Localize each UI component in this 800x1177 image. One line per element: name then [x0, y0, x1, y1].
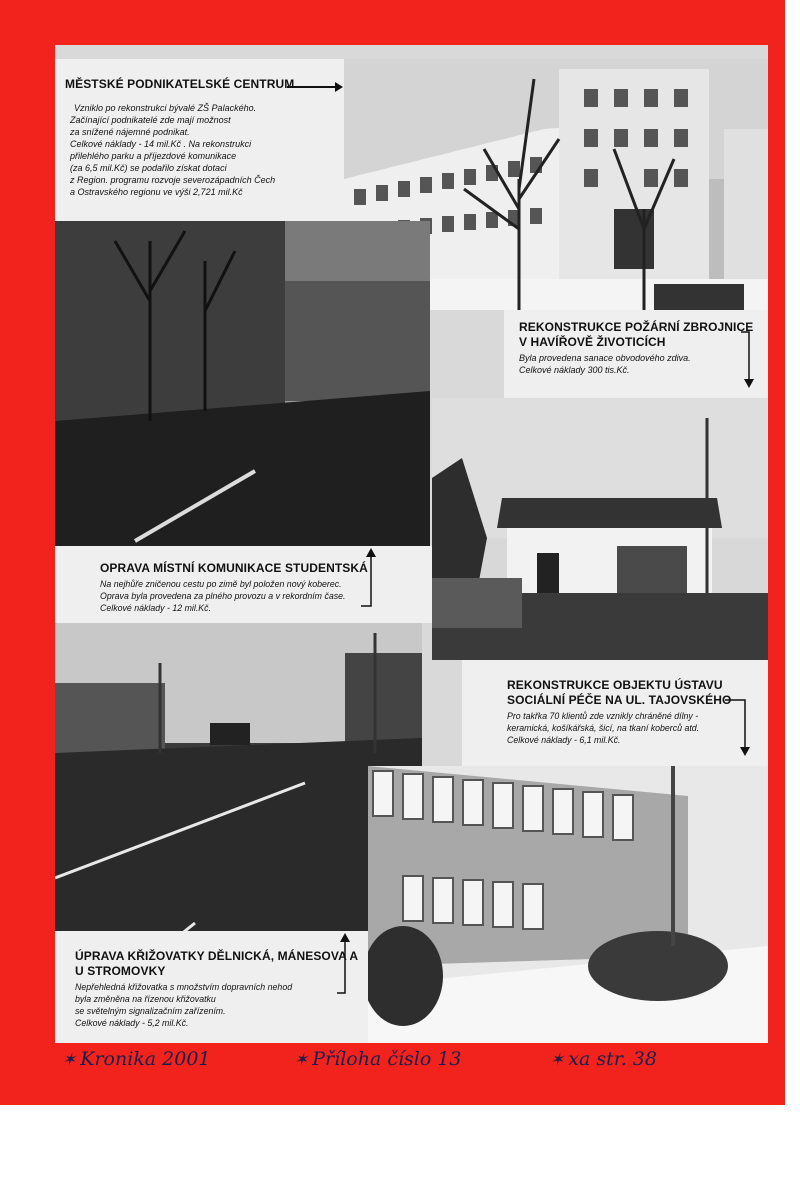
caption-title-line2: V HAVÍŘOVĚ ŽIVOTICÍCH — [519, 335, 666, 349]
star-icon: ✶ — [550, 1050, 565, 1070]
star-icon: ✶ — [62, 1050, 77, 1070]
caption-title: OPRAVA MÍSTNÍ KOMUNIKACE STUDENTSKÁ — [100, 561, 368, 575]
caption-krizovatka — [55, 931, 368, 1043]
caption-text: Na nejhůře zničenou cestu po zimě byl položen nový koberec. Oprava byla provedena za plného provozu a v rekordním čase. Celkové náklady - 12 mil.Kč. — [100, 579, 346, 613]
caption-text: Nepřehledná křižovatka s množstvím dopravních nehod byla změněna na řízenou křižovatku se světelným signalizačním zařízením. Celkové náklady - 5,2 mil.Kč. — [75, 982, 293, 1028]
photo-ustav-socialni-pece — [368, 766, 768, 1043]
caption-text: Pro takřka 70 klientů zde vznikly chráněné dílny - keramická, košíkářská, šicí, na tkaní koberců atd. Celkové náklady - 6,1 mil.Kč. — [507, 711, 700, 745]
newspaper-clipping — [55, 45, 768, 1043]
caption-title-line1: ÚPRAVA KŘIŽOVATKY DĚLNICKÁ, MÁNESOVA A — [75, 949, 359, 963]
caption-title-line1: REKONSTRUKCE POŽÁRNÍ ZBROJNICE — [519, 320, 754, 334]
footer-note-priloha: ✶ Příloha číslo 13 — [294, 1048, 462, 1070]
caption-title-line2: SOCIÁLNÍ PÉČE NA UL. TAJOVSKÉHO — [507, 693, 732, 707]
star-icon: ✶ — [294, 1050, 309, 1070]
photo-pozarni-zbrojnice — [432, 398, 768, 660]
footer-note-kronika: ✶ Kronika 2001 — [62, 1048, 211, 1070]
caption-pozarni-zbrojnice — [504, 310, 768, 398]
arrow-right-icon — [287, 81, 343, 93]
caption-title-line1: REKONSTRUKCE OBJEKTU ÚSTAVU — [507, 678, 723, 692]
photo-ulice-studentska — [55, 221, 430, 546]
footer-note-strana: ✶ xa str. 38 — [550, 1048, 657, 1070]
caption-ustav-socialni-pece — [462, 660, 768, 766]
arrow-down-icon — [725, 699, 753, 757]
caption-text: Byla provedena sanace obvodového zdiva. Celkové náklady 300 tis.Kč. — [519, 353, 691, 375]
caption-text: Vzniklo po rekonstrukci bývalé ZŠ Palackého. Začínající podnikatelé zde mají možnost za snížené nájemné podnikat. Celkové náklady - 14 mil.Kč . Na rekonstrukci přilehlého parku a příjezdové komunikace (za 6,5 mil.Kč) se podařilo získat dotaci z Region. programu rozvoje severozápadních Čech a Ostravského regionu ve výši 2,721 mil.Kč — [70, 103, 276, 197]
arrow-up-icon — [361, 548, 381, 608]
caption-title: MĚSTSKÉ PODNIKATELSKÉ CENTRUM — [65, 77, 295, 91]
arrow-down-icon — [741, 331, 757, 389]
caption-title-line2: U STROMOVKY — [75, 964, 166, 978]
arrow-up-icon — [337, 933, 353, 995]
